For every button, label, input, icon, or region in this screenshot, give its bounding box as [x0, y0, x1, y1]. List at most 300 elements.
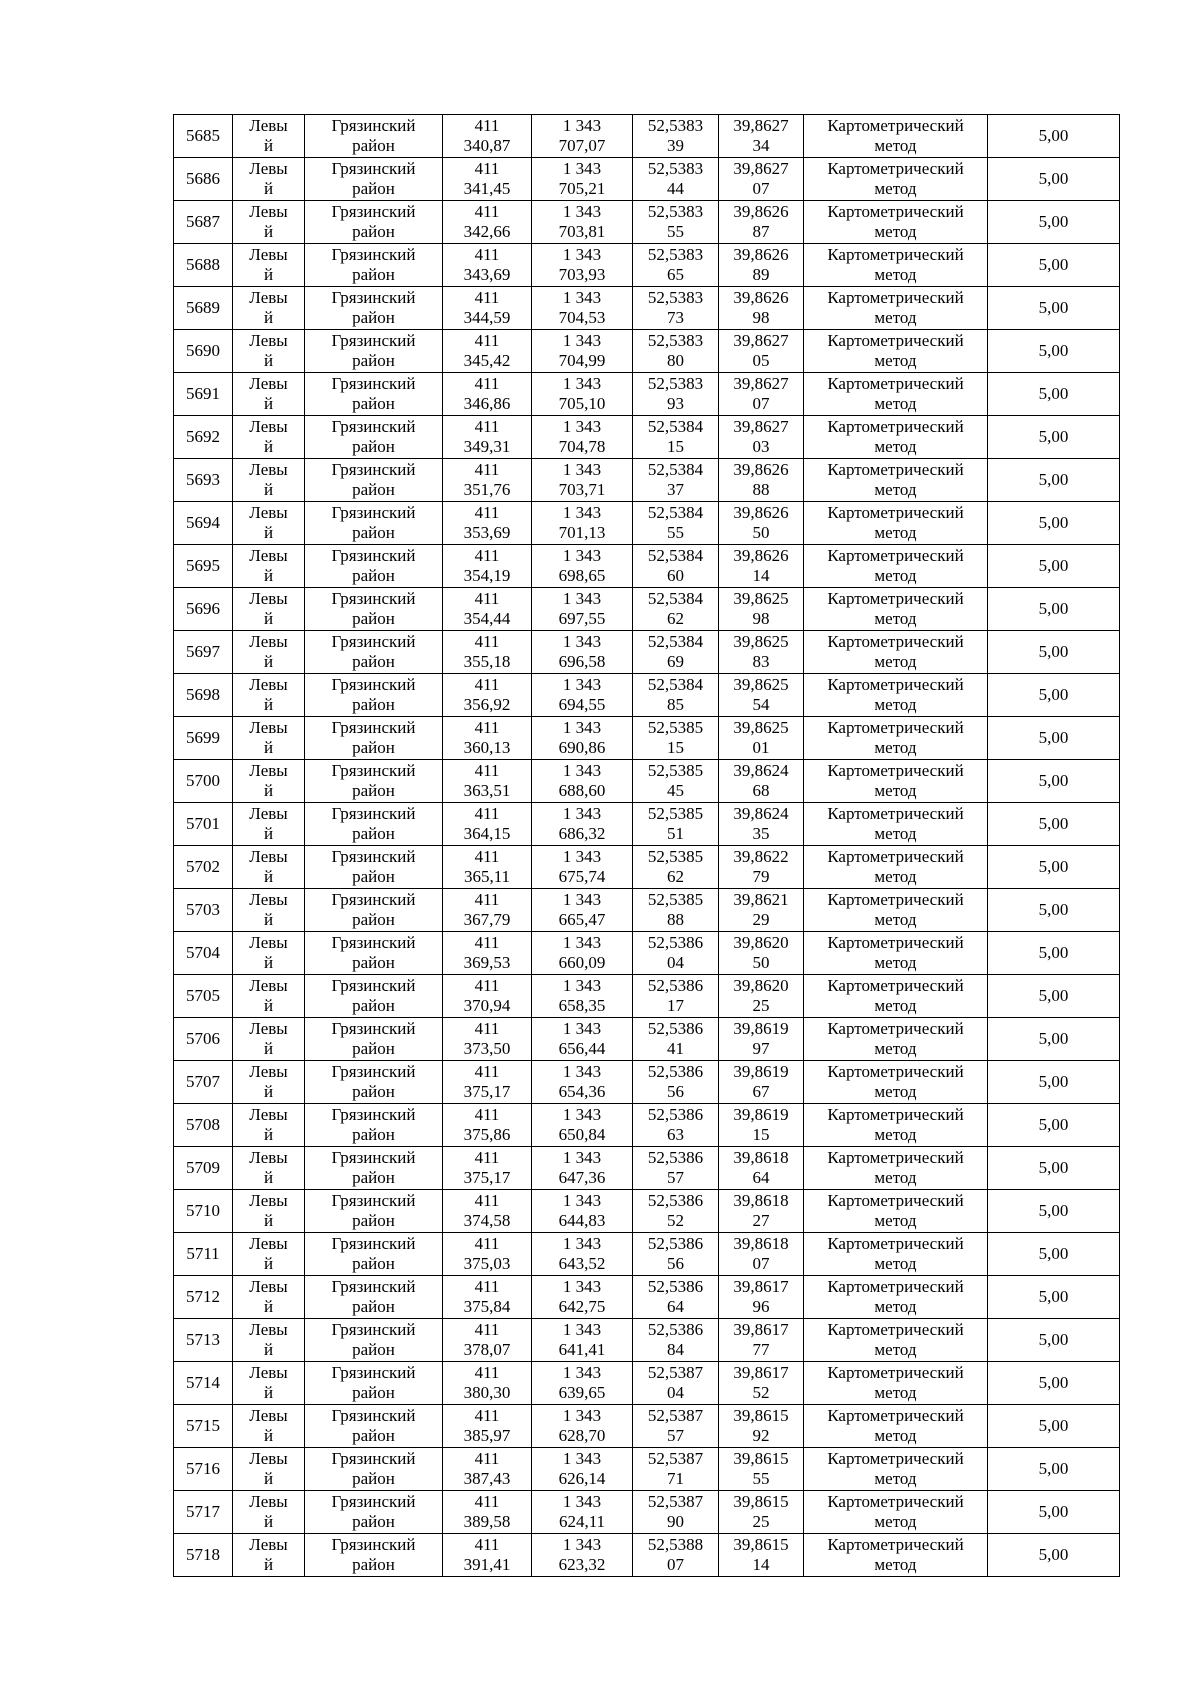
point-number-cell-text: 5706	[186, 1029, 220, 1048]
x-coordinate-cell-text: 411	[474, 1191, 500, 1210]
method-cell-text: метод	[874, 1469, 917, 1488]
x-coordinate-cell-text: 411	[474, 1320, 500, 1339]
longitude-cell-text: 52	[752, 1383, 770, 1402]
method-cell-text: метод	[874, 1211, 917, 1230]
latitude-cell-text: 51	[667, 824, 684, 843]
accuracy-cell-text: 5,00	[1038, 341, 1069, 360]
point-number-cell-text: 5699	[186, 728, 220, 747]
district-cell	[305, 975, 443, 1018]
district-cell-text: район	[352, 996, 395, 1015]
side-cell-text: й	[263, 953, 274, 972]
side-cell-text: й	[263, 738, 274, 757]
y-coordinate-cell-text: 688,60	[558, 781, 606, 800]
method-cell	[804, 330, 988, 373]
y-coordinate-cell-text: 1 343	[562, 1062, 602, 1081]
latitude-cell-text: 52,5383	[647, 331, 704, 350]
x-coordinate-cell-text: 378,07	[463, 1340, 511, 1359]
method-cell-text: Картометрический	[827, 675, 964, 694]
side-cell-text: Левы	[249, 460, 288, 479]
longitude-cell-text: 39,8625	[733, 675, 789, 694]
district-cell-text: Грязинский	[331, 675, 416, 694]
district-cell-text: район	[352, 1039, 395, 1058]
method-cell-text: Картометрический	[827, 1148, 964, 1167]
district-cell-text: Грязинский	[331, 546, 416, 565]
longitude-cell-text: 29	[752, 910, 770, 929]
point-number-cell	[174, 502, 233, 545]
point-number-cell	[174, 158, 233, 201]
y-coordinate-cell-text: 1 343	[562, 245, 602, 264]
point-number-cell	[174, 244, 233, 287]
district-cell-text: Грязинский	[331, 589, 416, 608]
latitude-cell-text: 80	[667, 351, 684, 370]
side-cell	[233, 717, 305, 760]
x-coordinate-cell	[443, 588, 532, 631]
x-coordinate-cell	[443, 932, 532, 975]
accuracy-cell	[988, 846, 1120, 889]
side-cell-text: Левы	[249, 675, 288, 694]
side-cell-text: й	[263, 1383, 274, 1402]
table-row	[174, 1362, 1120, 1405]
y-coordinate-cell-text: 694,55	[558, 695, 606, 714]
point-number-cell	[174, 674, 233, 717]
method-cell-text: метод	[874, 308, 917, 327]
side-cell-text: Левы	[249, 202, 288, 221]
latitude-cell-text: 62	[667, 609, 684, 628]
latitude-cell-text: 37	[667, 480, 684, 499]
method-cell	[804, 803, 988, 846]
method-cell-text: Картометрический	[827, 976, 964, 995]
accuracy-cell-text: 5,00	[1038, 900, 1069, 919]
latitude-cell	[633, 1104, 719, 1147]
latitude-cell-text: 44	[667, 179, 684, 198]
longitude-cell-text: 92	[752, 1426, 770, 1445]
latitude-cell-text: 65	[667, 265, 684, 284]
table-row	[174, 889, 1120, 932]
accuracy-cell	[988, 502, 1120, 545]
point-number-cell	[174, 115, 233, 158]
district-cell-text: Грязинский	[331, 933, 416, 952]
y-coordinate-cell-text: 686,32	[558, 824, 606, 843]
accuracy-cell-text: 5,00	[1038, 814, 1069, 833]
method-cell	[804, 244, 988, 287]
longitude-cell	[719, 1233, 804, 1276]
longitude-cell-text: 97	[752, 1039, 770, 1058]
district-cell	[305, 889, 443, 932]
longitude-cell-text: 39,8615	[733, 1535, 789, 1554]
x-coordinate-cell-text: 411	[474, 589, 500, 608]
longitude-cell-text: 83	[752, 652, 770, 671]
latitude-cell	[633, 1061, 719, 1104]
latitude-cell	[633, 244, 719, 287]
latitude-cell-text: 52,5385	[647, 761, 704, 780]
longitude-cell	[719, 803, 804, 846]
longitude-cell	[719, 373, 804, 416]
method-cell-text: метод	[874, 1512, 917, 1531]
longitude-cell-text: 39,8618	[733, 1234, 789, 1253]
method-cell-text: метод	[874, 781, 917, 800]
point-number-cell-text: 5701	[186, 814, 220, 833]
longitude-cell-text: 77	[752, 1340, 770, 1359]
y-coordinate-cell-text: 707,07	[558, 136, 606, 155]
latitude-cell-text: 52,5385	[647, 804, 704, 823]
longitude-cell	[719, 1104, 804, 1147]
method-cell	[804, 201, 988, 244]
side-cell-text: й	[263, 652, 274, 671]
point-number-cell-text: 5697	[186, 642, 220, 661]
method-cell	[804, 760, 988, 803]
point-number-cell	[174, 287, 233, 330]
latitude-cell-text: 52,5388	[647, 1535, 704, 1554]
district-cell-text: Грязинский	[331, 1449, 416, 1468]
latitude-cell-text: 17	[667, 996, 684, 1015]
y-coordinate-cell-text: 639,65	[558, 1383, 606, 1402]
latitude-cell-text: 52,5383	[647, 288, 704, 307]
table-row	[174, 287, 1120, 330]
side-cell-text: й	[263, 480, 274, 499]
x-coordinate-cell-text: 411	[474, 116, 500, 135]
accuracy-cell	[988, 1233, 1120, 1276]
y-coordinate-cell	[532, 1018, 633, 1061]
district-cell	[305, 545, 443, 588]
y-coordinate-cell-text: 654,36	[558, 1082, 606, 1101]
latitude-cell-text: 52,5384	[647, 632, 704, 651]
method-cell	[804, 717, 988, 760]
method-cell-text: метод	[874, 136, 917, 155]
longitude-cell-text: 39,8619	[733, 1019, 789, 1038]
district-cell	[305, 631, 443, 674]
district-cell-text: район	[352, 867, 395, 886]
y-coordinate-cell-text: 656,44	[558, 1039, 606, 1058]
district-cell	[305, 115, 443, 158]
y-coordinate-cell-text: 1 343	[562, 1234, 602, 1253]
longitude-cell	[719, 1534, 804, 1577]
y-coordinate-cell	[532, 330, 633, 373]
latitude-cell-text: 52,5386	[647, 1234, 704, 1253]
point-number-cell	[174, 631, 233, 674]
point-number-cell-text: 5688	[186, 255, 220, 274]
district-cell-text: район	[352, 1297, 395, 1316]
x-coordinate-cell-text: 343,69	[463, 265, 511, 284]
x-coordinate-cell-text: 411	[474, 675, 500, 694]
table-row	[174, 244, 1120, 287]
table-row	[174, 803, 1120, 846]
longitude-cell	[719, 502, 804, 545]
table-row	[174, 1448, 1120, 1491]
longitude-cell-text: 98	[752, 609, 770, 628]
district-cell	[305, 1233, 443, 1276]
y-coordinate-cell-text: 704,53	[558, 308, 606, 327]
accuracy-cell-text: 5,00	[1038, 599, 1069, 618]
method-cell-text: метод	[874, 738, 917, 757]
district-cell	[305, 287, 443, 330]
point-number-cell	[174, 1233, 233, 1276]
side-cell-text: й	[263, 265, 274, 284]
latitude-cell-text: 52,5384	[647, 417, 704, 436]
method-cell-text: метод	[874, 910, 917, 929]
accuracy-cell	[988, 889, 1120, 932]
y-coordinate-cell-text: 647,36	[558, 1168, 606, 1187]
latitude-cell-text: 57	[667, 1168, 684, 1187]
x-coordinate-cell-text: 411	[474, 1277, 500, 1296]
accuracy-cell	[988, 1061, 1120, 1104]
latitude-cell	[633, 373, 719, 416]
accuracy-cell-text: 5,00	[1038, 1287, 1069, 1306]
x-coordinate-cell-text: 360,13	[463, 738, 511, 757]
y-coordinate-cell	[532, 1104, 633, 1147]
longitude-cell	[719, 1061, 804, 1104]
latitude-cell-text: 52	[667, 1211, 684, 1230]
method-cell-text: Картометрический	[827, 1062, 964, 1081]
y-coordinate-cell-text: 624,11	[558, 1512, 606, 1531]
longitude-cell-text: 39,8627	[733, 159, 789, 178]
y-coordinate-cell-text: 697,55	[558, 609, 606, 628]
accuracy-cell	[988, 459, 1120, 502]
side-cell	[233, 545, 305, 588]
accuracy-cell-text: 5,00	[1038, 470, 1069, 489]
method-cell-text: метод	[874, 179, 917, 198]
y-coordinate-cell-text: 1 343	[562, 718, 602, 737]
latitude-cell	[633, 1276, 719, 1319]
y-coordinate-cell-text: 705,21	[558, 179, 606, 198]
method-cell-text: Картометрический	[827, 1191, 964, 1210]
district-cell	[305, 717, 443, 760]
longitude-cell-text: 14	[752, 1555, 770, 1574]
x-coordinate-cell-text: 411	[474, 245, 500, 264]
side-cell-text: й	[263, 1297, 274, 1316]
method-cell-text: метод	[874, 824, 917, 843]
method-cell-text: метод	[874, 1125, 917, 1144]
longitude-cell-text: 68	[752, 781, 770, 800]
x-coordinate-cell	[443, 1534, 532, 1577]
side-cell-text: Левы	[249, 374, 288, 393]
accuracy-cell	[988, 588, 1120, 631]
method-cell-text: метод	[874, 1168, 917, 1187]
side-cell	[233, 287, 305, 330]
district-cell-text: район	[352, 824, 395, 843]
method-cell-text: метод	[874, 265, 917, 284]
longitude-cell	[719, 674, 804, 717]
longitude-cell	[719, 1448, 804, 1491]
longitude-cell-text: 34	[752, 136, 770, 155]
y-coordinate-cell	[532, 889, 633, 932]
district-cell-text: район	[352, 652, 395, 671]
table-row	[174, 760, 1120, 803]
longitude-cell	[719, 158, 804, 201]
side-cell	[233, 1534, 305, 1577]
x-coordinate-cell-text: 364,15	[463, 824, 511, 843]
accuracy-cell-text: 5,00	[1038, 212, 1069, 231]
table-row	[174, 158, 1120, 201]
x-coordinate-cell-text: 411	[474, 1406, 500, 1425]
latitude-cell	[633, 975, 719, 1018]
longitude-cell-text: 39,8624	[733, 761, 789, 780]
x-coordinate-cell-text: 391,41	[463, 1555, 511, 1574]
accuracy-cell-text: 5,00	[1038, 169, 1069, 188]
x-coordinate-cell-text: 411	[474, 202, 500, 221]
method-cell	[804, 416, 988, 459]
longitude-cell	[719, 1362, 804, 1405]
latitude-cell-text: 52,5383	[647, 245, 704, 264]
latitude-cell-text: 52,5386	[647, 1019, 704, 1038]
x-coordinate-cell	[443, 760, 532, 803]
accuracy-cell-text: 5,00	[1038, 298, 1069, 317]
y-coordinate-cell-text: 626,14	[558, 1469, 606, 1488]
y-coordinate-cell-text: 628,70	[558, 1426, 606, 1445]
district-cell-text: Грязинский	[331, 847, 416, 866]
x-coordinate-cell	[443, 115, 532, 158]
accuracy-cell-text: 5,00	[1038, 943, 1069, 962]
longitude-cell	[719, 588, 804, 631]
side-cell	[233, 631, 305, 674]
longitude-cell-text: 39,8618	[733, 1191, 789, 1210]
side-cell	[233, 416, 305, 459]
table-row	[174, 1534, 1120, 1577]
x-coordinate-cell-text: 411	[474, 288, 500, 307]
method-cell-text: метод	[874, 1254, 917, 1273]
table-row	[174, 1319, 1120, 1362]
method-cell	[804, 1405, 988, 1448]
district-cell	[305, 1276, 443, 1319]
district-cell-text: район	[352, 351, 395, 370]
longitude-cell	[719, 1190, 804, 1233]
district-cell	[305, 846, 443, 889]
y-coordinate-cell-text: 1 343	[562, 1105, 602, 1124]
district-cell	[305, 1491, 443, 1534]
district-cell-text: Грязинский	[331, 1019, 416, 1038]
x-coordinate-cell	[443, 846, 532, 889]
x-coordinate-cell-text: 411	[474, 1234, 500, 1253]
x-coordinate-cell-text: 387,43	[463, 1469, 511, 1488]
y-coordinate-cell-text: 1 343	[562, 460, 602, 479]
x-coordinate-cell-text: 411	[474, 976, 500, 995]
side-cell	[233, 932, 305, 975]
method-cell-text: метод	[874, 1297, 917, 1316]
method-cell	[804, 975, 988, 1018]
y-coordinate-cell	[532, 717, 633, 760]
latitude-cell	[633, 932, 719, 975]
point-number-cell	[174, 846, 233, 889]
table-row	[174, 373, 1120, 416]
district-cell-text: Грязинский	[331, 632, 416, 651]
longitude-cell-text: 39,8626	[733, 546, 789, 565]
district-cell-text: район	[352, 1211, 395, 1230]
method-cell-text: метод	[874, 695, 917, 714]
method-cell	[804, 674, 988, 717]
accuracy-cell-text: 5,00	[1038, 1115, 1069, 1134]
accuracy-cell-text: 5,00	[1038, 728, 1069, 747]
y-coordinate-cell-text: 675,74	[558, 867, 606, 886]
y-coordinate-cell-text: 1 343	[562, 1191, 602, 1210]
y-coordinate-cell-text: 1 343	[562, 1148, 602, 1167]
district-cell-text: Грязинский	[331, 976, 416, 995]
latitude-cell	[633, 717, 719, 760]
point-number-cell	[174, 373, 233, 416]
longitude-cell-text: 50	[752, 523, 770, 542]
latitude-cell	[633, 1233, 719, 1276]
district-cell-text: Грязинский	[331, 1406, 416, 1425]
y-coordinate-cell-text: 1 343	[562, 288, 602, 307]
longitude-cell	[719, 932, 804, 975]
y-coordinate-cell-text: 641,41	[558, 1340, 606, 1359]
district-cell	[305, 244, 443, 287]
y-coordinate-cell-text: 1 343	[562, 331, 602, 350]
side-cell	[233, 201, 305, 244]
y-coordinate-cell-text: 665,47	[558, 910, 606, 929]
point-number-cell-text: 5696	[186, 599, 220, 618]
method-cell-text: Картометрический	[827, 847, 964, 866]
x-coordinate-cell-text: 411	[474, 1535, 500, 1554]
latitude-cell	[633, 201, 719, 244]
accuracy-cell-text: 5,00	[1038, 556, 1069, 575]
side-cell	[233, 1405, 305, 1448]
side-cell-text: й	[263, 1039, 274, 1058]
district-cell-text: Грязинский	[331, 503, 416, 522]
x-coordinate-cell-text: 411	[474, 847, 500, 866]
longitude-cell-text: 39,8615	[733, 1492, 789, 1511]
district-cell-text: Грязинский	[331, 1492, 416, 1511]
accuracy-cell-text: 5,00	[1038, 1072, 1069, 1091]
y-coordinate-cell-text: 1 343	[562, 503, 602, 522]
longitude-cell-text: 39,8627	[733, 116, 789, 135]
side-cell-text: й	[263, 1555, 274, 1574]
method-cell	[804, 889, 988, 932]
side-cell	[233, 1319, 305, 1362]
side-cell-text: Левы	[249, 976, 288, 995]
point-number-cell-text: 5705	[186, 986, 220, 1005]
x-coordinate-cell	[443, 1233, 532, 1276]
x-coordinate-cell	[443, 1448, 532, 1491]
side-cell	[233, 803, 305, 846]
longitude-cell-text: 39,8622	[733, 847, 789, 866]
district-cell	[305, 330, 443, 373]
y-coordinate-cell-text: 1 343	[562, 159, 602, 178]
longitude-cell-text: 39,8617	[733, 1363, 789, 1382]
x-coordinate-cell-text: 345,42	[463, 351, 511, 370]
y-coordinate-cell-text: 1 343	[562, 976, 602, 995]
x-coordinate-cell-text: 411	[474, 374, 500, 393]
side-cell-text: Левы	[249, 245, 288, 264]
method-cell-text: Картометрический	[827, 202, 964, 221]
y-coordinate-cell-text: 696,58	[558, 652, 606, 671]
y-coordinate-cell	[532, 373, 633, 416]
method-cell-text: Картометрический	[827, 1363, 964, 1382]
district-cell-text: Грязинский	[331, 116, 416, 135]
latitude-cell-text: 71	[667, 1469, 684, 1488]
district-cell	[305, 1362, 443, 1405]
x-coordinate-cell	[443, 1319, 532, 1362]
x-coordinate-cell-text: 411	[474, 1019, 500, 1038]
y-coordinate-cell-text: 701,13	[558, 523, 606, 542]
latitude-cell-text: 52,5384	[647, 546, 704, 565]
point-number-cell-text: 5714	[186, 1373, 220, 1392]
latitude-cell	[633, 1491, 719, 1534]
method-cell	[804, 1319, 988, 1362]
accuracy-cell	[988, 545, 1120, 588]
point-number-cell	[174, 717, 233, 760]
longitude-cell	[719, 459, 804, 502]
point-number-cell-text: 5686	[186, 169, 220, 188]
method-cell-text: Картометрический	[827, 761, 964, 780]
side-cell-text: й	[263, 179, 274, 198]
accuracy-cell-text: 5,00	[1038, 384, 1069, 403]
x-coordinate-cell	[443, 1018, 532, 1061]
latitude-cell-text: 62	[667, 867, 684, 886]
coordinates-table	[173, 114, 1120, 1577]
x-coordinate-cell-text: 389,58	[463, 1512, 511, 1531]
y-coordinate-cell-text: 1 343	[562, 1535, 602, 1554]
latitude-cell-text: 52,5386	[647, 1105, 704, 1124]
side-cell-text: Левы	[249, 1191, 288, 1210]
